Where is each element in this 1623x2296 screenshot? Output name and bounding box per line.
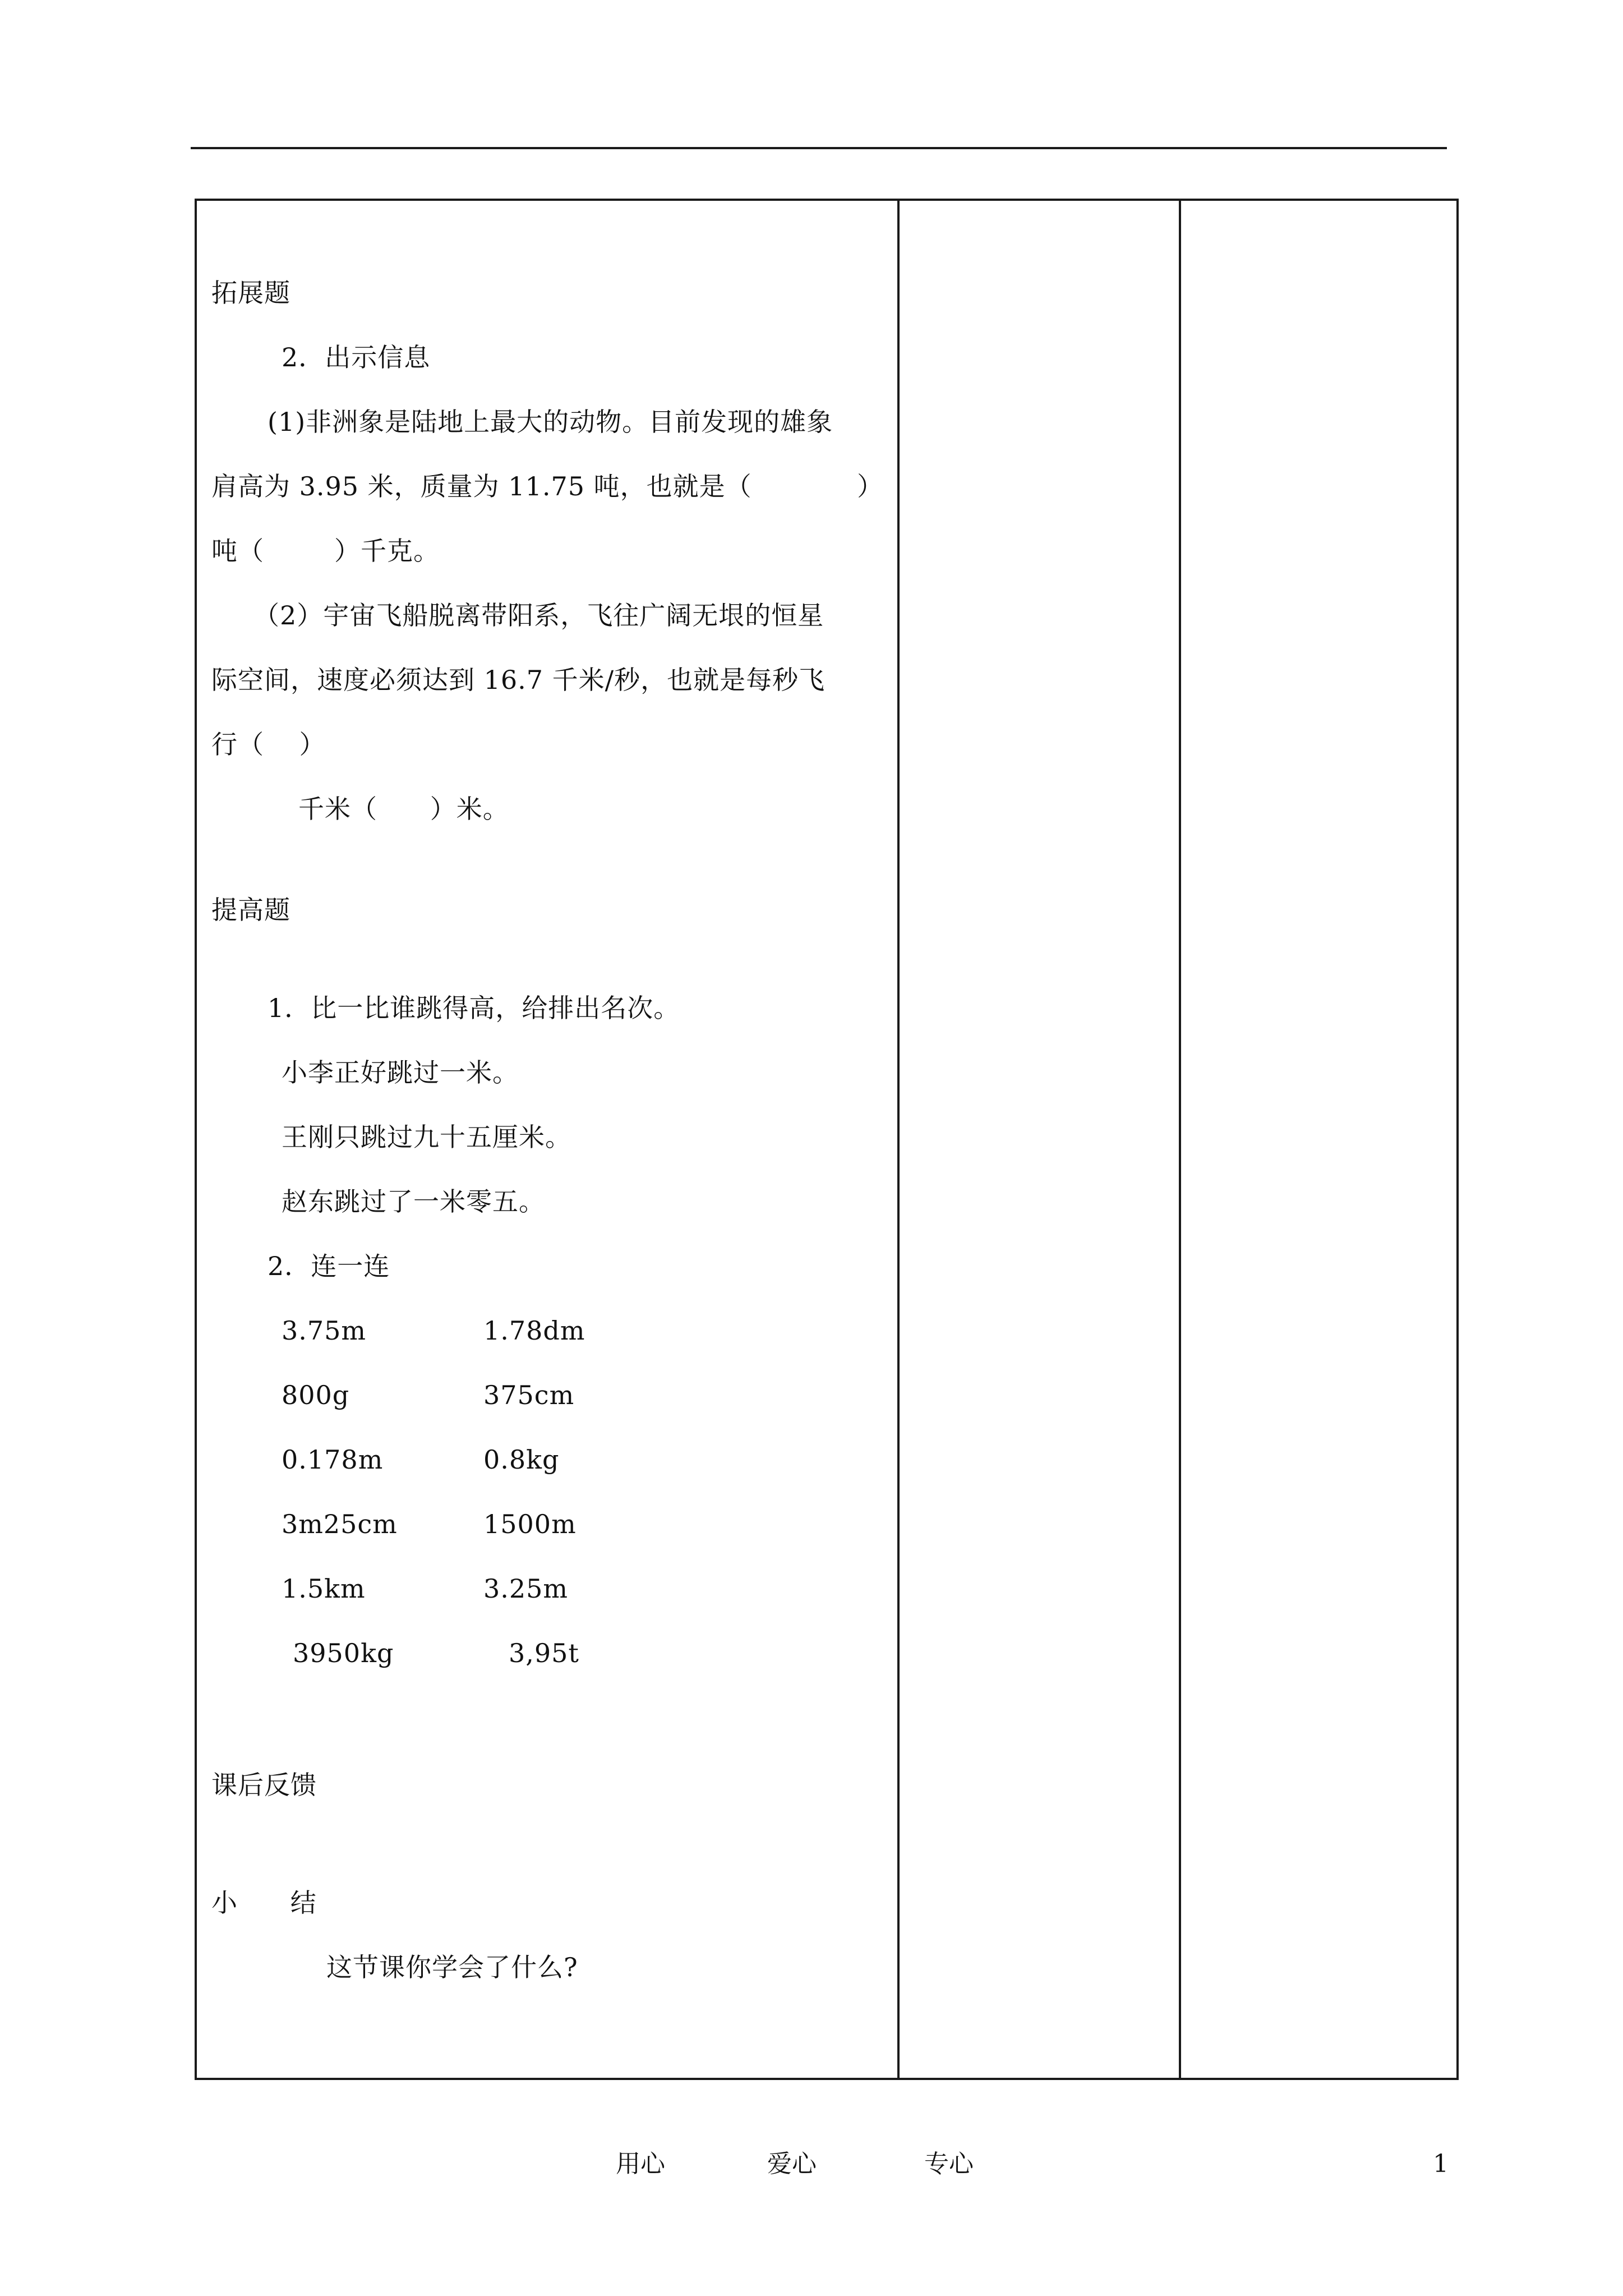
question-2-line-2: 际空间，速度必须达到 16.7 千米/秒，也就是每秒飞 (211, 665, 826, 695)
matching-left-item: 3950kg (293, 1638, 394, 1668)
extension-heading: 拓展题 (211, 278, 291, 308)
list-item: 赵东跳过了一米零五。 (282, 1186, 545, 1217)
matching-right-item: 375cm (483, 1380, 575, 1410)
matching-right-item: 1.78dm (483, 1315, 585, 1346)
matching-right-item: 3.25m (483, 1573, 569, 1604)
revision-notes-cell (1181, 201, 1459, 2078)
matching-left-item: 800g (282, 1380, 350, 1410)
question-1-line-2: 肩高为 3.95 米，质量为 11.75 吨，也就是（ ） (211, 471, 884, 501)
footer-motto-3: 专心 (924, 2150, 974, 2178)
summary-heading: 小 结 (211, 1888, 317, 1918)
matching-right-item: 0.8kg (483, 1444, 560, 1475)
list-item: 小李正好跳过一米。 (282, 1057, 519, 1088)
improvement-item-2-title: 2．连一连 (268, 1251, 390, 1281)
summary-question: 这节课你学会了什么? (326, 1952, 578, 1982)
question-2-line-3: 行（ ） (211, 729, 326, 760)
improvement-heading: 提高题 (211, 895, 291, 925)
header-rule (191, 147, 1447, 149)
feedback-heading: 课后反馈 (211, 1770, 317, 1800)
matching-left-item: 1.5km (282, 1573, 366, 1604)
matching-left-item: 3m25cm (282, 1509, 398, 1539)
matching-left-item: 0.178m (282, 1444, 384, 1475)
question-2-line-1: （2）宇宙飞船脱离带阳系，飞往广阔无垠的恒星 (253, 600, 824, 631)
question-1-line-3: 吨（ ）千克。 (211, 536, 440, 566)
content-cell (197, 201, 897, 2078)
page-number: 1 (1433, 2150, 1449, 2178)
matching-right-item: 3,95t (509, 1638, 579, 1668)
lesson-table (195, 199, 1459, 2080)
matching-right-item: 1500m (483, 1509, 577, 1539)
footer-motto-2: 爱心 (767, 2150, 817, 2178)
improvement-item-1-title: 1．比一比谁跳得高，给排出名次。 (268, 993, 680, 1023)
teacher-notes-cell (900, 201, 1179, 2078)
matching-left-item: 3.75m (282, 1315, 367, 1346)
question-1-line-1: (1)非洲象是陆地上最大的动物。目前发现的雄象 (268, 407, 833, 437)
question-2-line-4: 千米（ ）米。 (298, 794, 509, 824)
extension-item-2-title: 2．出示信息 (282, 342, 431, 372)
list-item: 王刚只跳过九十五厘米。 (282, 1122, 571, 1152)
footer-motto-1: 用心 (616, 2150, 665, 2178)
